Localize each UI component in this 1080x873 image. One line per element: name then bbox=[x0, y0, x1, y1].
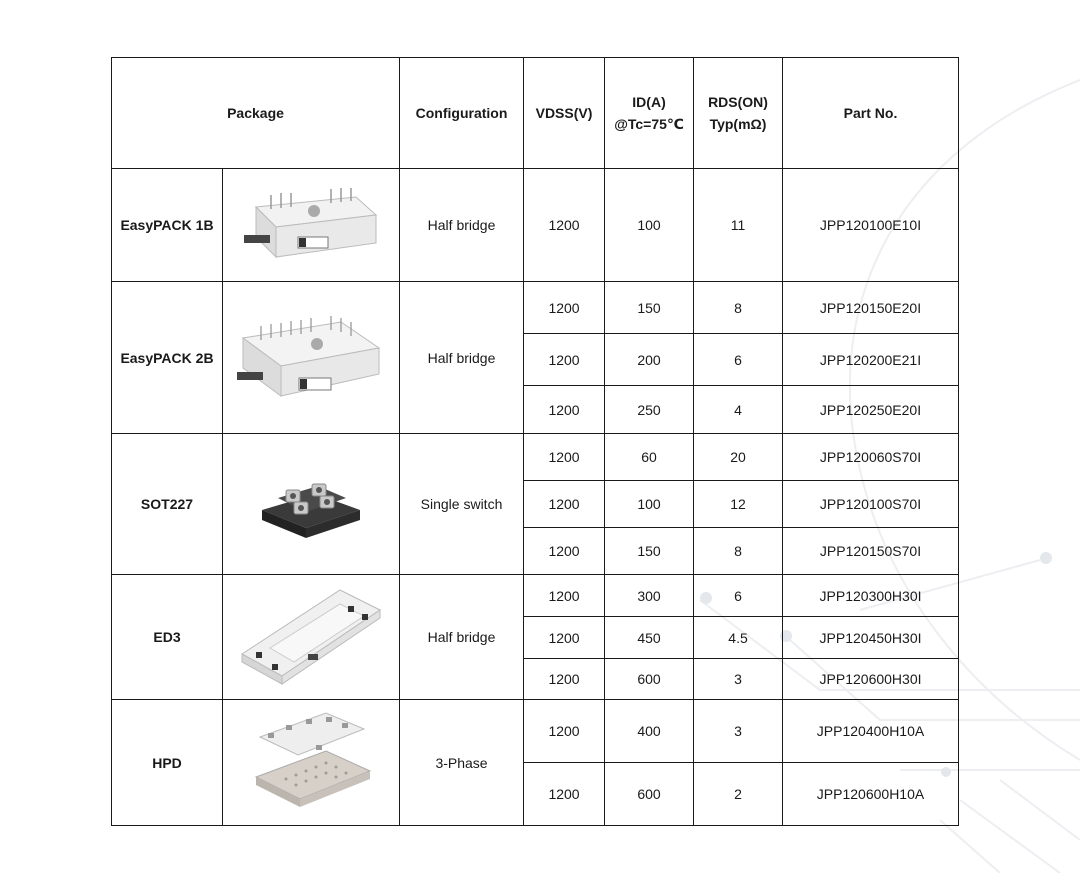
id-cell: 300 bbox=[605, 575, 694, 617]
rds-cell: 12 bbox=[694, 481, 783, 528]
package-name: EasyPACK 2B bbox=[112, 282, 223, 434]
rds-cell: 20 bbox=[694, 434, 783, 481]
part-no-cell: JPP120300H30I bbox=[783, 575, 959, 617]
vdss-cell: 1200 bbox=[524, 659, 605, 700]
part-no-cell: JPP120400H10A bbox=[783, 700, 959, 763]
header-id-line2: @Tc=75℃ bbox=[614, 116, 684, 132]
sot227-icon bbox=[256, 464, 366, 544]
vdss-cell: 1200 bbox=[524, 434, 605, 481]
header-rds-line2: Typ(mΩ) bbox=[709, 116, 767, 132]
part-no-cell: JPP120250E20I bbox=[783, 386, 959, 434]
package-name: HPD bbox=[112, 700, 223, 826]
sot227-module-image bbox=[223, 434, 400, 575]
id-cell: 600 bbox=[605, 659, 694, 700]
id-cell: 100 bbox=[605, 169, 694, 282]
rds-cell: 8 bbox=[694, 528, 783, 575]
configuration-cell: Half bridge bbox=[400, 575, 524, 700]
vdss-cell: 1200 bbox=[524, 282, 605, 334]
table-row bbox=[112, 434, 959, 481]
id-cell: 600 bbox=[605, 763, 694, 826]
id-cell: 400 bbox=[605, 700, 694, 763]
package-name: SOT227 bbox=[112, 434, 223, 575]
vdss-cell: 1200 bbox=[524, 386, 605, 434]
rds-cell: 3 bbox=[694, 700, 783, 763]
header-id-line1: ID(A) bbox=[632, 94, 666, 110]
rds-cell: 6 bbox=[694, 575, 783, 617]
ed3-icon bbox=[236, 582, 386, 692]
part-no-cell: JPP120100E10I bbox=[783, 169, 959, 282]
rds-cell: 4 bbox=[694, 386, 783, 434]
id-cell: 100 bbox=[605, 481, 694, 528]
rds-cell: 8 bbox=[694, 282, 783, 334]
rds-cell: 6 bbox=[694, 334, 783, 386]
id-cell: 150 bbox=[605, 528, 694, 575]
part-no-cell: JPP120450H30I bbox=[783, 617, 959, 659]
hpd-module-image bbox=[223, 700, 400, 826]
part-no-cell: JPP120150E20I bbox=[783, 282, 959, 334]
id-cell: 150 bbox=[605, 282, 694, 334]
configuration-cell: Half bridge bbox=[400, 282, 524, 434]
part-no-cell: JPP120600H10A bbox=[783, 763, 959, 826]
product-table bbox=[111, 57, 959, 826]
hpd-icon bbox=[246, 707, 376, 819]
part-no-cell: JPP120200E21I bbox=[783, 334, 959, 386]
id-cell: 250 bbox=[605, 386, 694, 434]
header-rds bbox=[694, 58, 783, 169]
easypack-2b-icon bbox=[231, 308, 391, 408]
rds-cell: 4.5 bbox=[694, 617, 783, 659]
vdss-cell: 1200 bbox=[524, 617, 605, 659]
header-configuration: Configuration bbox=[400, 58, 524, 169]
id-cell: 60 bbox=[605, 434, 694, 481]
header-part-no: Part No. bbox=[783, 58, 959, 169]
id-cell: 450 bbox=[605, 617, 694, 659]
rds-cell: 3 bbox=[694, 659, 783, 700]
id-cell: 200 bbox=[605, 334, 694, 386]
configuration-cell: Half bridge bbox=[400, 169, 524, 282]
table-header-row bbox=[112, 58, 959, 169]
easypack-1b-icon bbox=[236, 185, 386, 265]
header-vdss: VDSS(V) bbox=[524, 58, 605, 169]
rds-cell: 2 bbox=[694, 763, 783, 826]
vdss-cell: 1200 bbox=[524, 334, 605, 386]
table-row bbox=[112, 700, 959, 763]
package-name: EasyPACK 1B bbox=[112, 169, 223, 282]
easypack-2b-module-image bbox=[223, 282, 400, 434]
table-row bbox=[112, 169, 959, 282]
part-no-cell: JPP120600H30I bbox=[783, 659, 959, 700]
easypack-1b-module-image bbox=[223, 169, 400, 282]
header-package: Package bbox=[112, 58, 400, 169]
table-row bbox=[112, 575, 959, 617]
configuration-cell: Single switch bbox=[400, 434, 524, 575]
package-name: ED3 bbox=[112, 575, 223, 700]
part-no-cell: JPP120060S70I bbox=[783, 434, 959, 481]
part-no-cell: JPP120150S70I bbox=[783, 528, 959, 575]
vdss-cell: 1200 bbox=[524, 481, 605, 528]
part-no-cell: JPP120100S70I bbox=[783, 481, 959, 528]
ed3-module-image bbox=[223, 575, 400, 700]
vdss-cell: 1200 bbox=[524, 169, 605, 282]
vdss-cell: 1200 bbox=[524, 700, 605, 763]
configuration-cell: 3-Phase bbox=[400, 700, 524, 826]
vdss-cell: 1200 bbox=[524, 763, 605, 826]
header-id bbox=[605, 58, 694, 169]
header-rds-line1: RDS(ON) bbox=[708, 94, 768, 110]
vdss-cell: 1200 bbox=[524, 528, 605, 575]
vdss-cell: 1200 bbox=[524, 575, 605, 617]
table-row bbox=[112, 282, 959, 334]
rds-cell: 11 bbox=[694, 169, 783, 282]
